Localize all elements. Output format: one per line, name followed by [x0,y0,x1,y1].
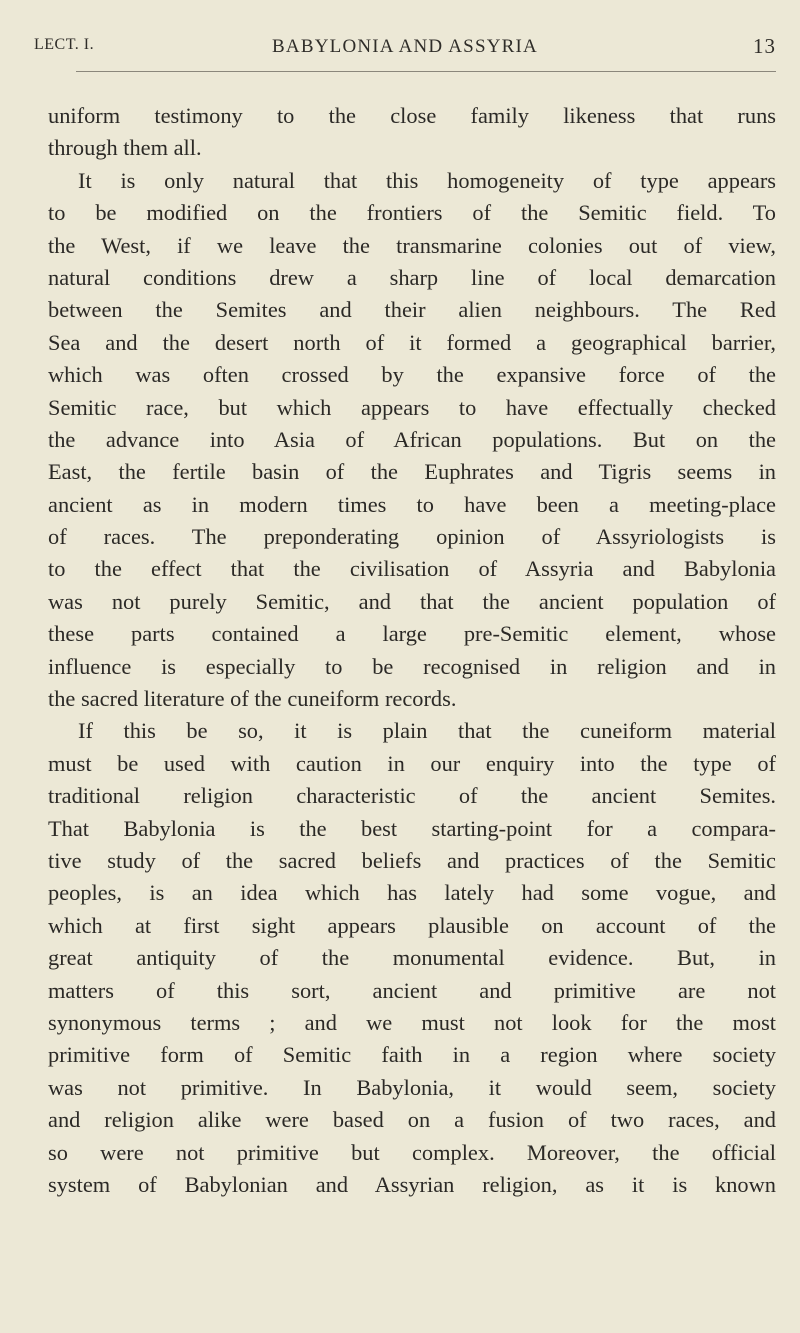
text-line: synonymous terms ; and we must not look for the most [48,1009,776,1035]
header-rule [76,71,776,72]
text-line: uniform testimony to the close family likeness that runs [48,103,776,128]
text-line: the sacred literature of the cuneiform records. [48,686,457,712]
text-line: natural conditions drew a sharp line of local demarcation [48,264,776,290]
text-line: between the Semites and their alien neighbours. The Red [48,297,776,323]
text-line: matters of this sort, ancient and primitive are not [48,977,776,1003]
lecture-label: LECT. I. [34,36,95,53]
text-line: Semitic race, but which appears to have effectually checked [48,394,776,420]
text-line: primitive form of Semitic faith in a region where society [48,1042,776,1068]
text-line: and religion alike were based on a fusion of two races, and [48,1107,776,1133]
text-line: East, the fertile basin of the Euphrates and Tigris seems in [48,459,776,485]
page-number: 13 [753,34,776,58]
text-line: of races. The preponderating opinion of Assyriologists is [48,524,776,550]
text-line: That Babylonia is the best starting-point for a compara- [48,815,776,841]
text-line: must be used with caution in our enquiry into the type of [48,750,776,776]
text-line: to be modified on the frontiers of the Semitic field. To [48,200,776,226]
text-line: these parts contained a large pre-Semitic element, whose [48,621,776,647]
text-line: peoples, is an idea which has lately had some vogue, and [48,880,776,906]
text-line: through them all. [48,135,202,161]
text-line: Sea and the desert north of it formed a geographical barrier, [48,329,776,355]
body-text [48,100,776,1201]
text-line: influence is especially to be recognised in religion and in [48,653,776,679]
running-head [34,36,776,66]
text-line: to the effect that the civilisation of Assyria and Babylonia [48,556,776,582]
text-line: the advance into Asia of African populations. But on the [48,426,776,452]
text-line: If this be so, it is plain that the cuneiform material [78,718,776,744]
text-line: which at first sight appears plausible on account of the [48,912,776,938]
text-line: great antiquity of the monumental evidence. But, in [48,945,776,971]
text-line: was not purely Semitic, and that the ancient population of [48,588,776,614]
text-line: ancient as in modern times to have been a meeting-place [48,491,776,517]
running-title: BABYLONIA AND ASSYRIA [272,36,538,57]
text-line: was not primitive. In Babylonia, it would seem, society [48,1074,776,1100]
text-line: the West, if we leave the transmarine colonies out of view, [48,232,776,258]
text-line: traditional religion characteristic of the ancient Semites. [48,783,776,809]
text-line: system of Babylonian and Assyrian religion, as it is known [48,1171,776,1197]
text-line: tive study of the sacred beliefs and practices of the Semitic [48,847,776,873]
text-line: It is only natural that this homogeneity of type appears [78,167,776,193]
text-line: so were not primitive but complex. Moreover, the official [48,1139,776,1165]
text-line: which was often crossed by the expansive force of the [48,362,776,388]
